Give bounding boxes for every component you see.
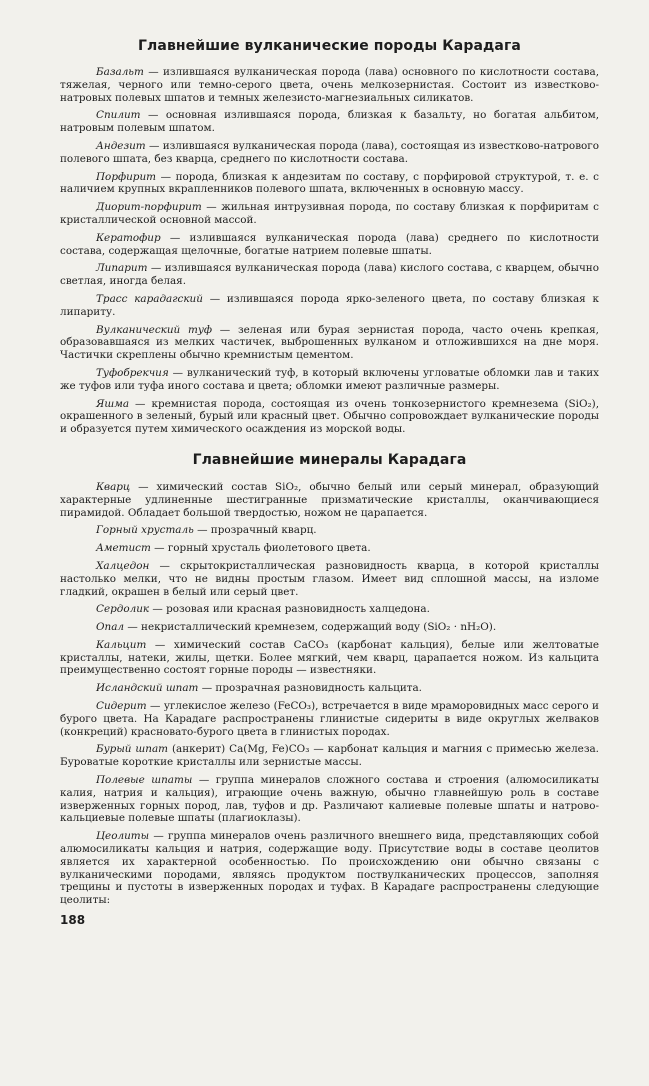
entry-term: Исландский шпат	[96, 682, 199, 695]
entry-text: — химический состав CaCO₃ (карбонат кальция), белые или желтоватые кристаллы, натеки, жилы, щетки. Более мягкий, чем кварц, царапается ножом. Из кальцита преимущественно состоят горные породы — известняки.	[60, 638, 599, 677]
list-item	[60, 603, 599, 616]
entry-text: — розовая или красная разновидность халцедона.	[149, 603, 430, 616]
entry-term: Полевые шпаты	[96, 774, 193, 787]
page-number: 188	[60, 913, 86, 928]
entry-term: Сердолик	[96, 603, 150, 616]
entry-term: Трасс карадагский	[96, 292, 203, 305]
entry-term: Бурый шпат	[96, 743, 169, 756]
list-item	[60, 700, 599, 738]
entry-text: — кремнистая порода, состоящая из очень тонкозернистого кремнезема (SiO₂), окрашенного в зеленый, бурый или красный цвет. Обычно сопровождает вулканические породы и образуется путем химического осаждения из морской воды.	[60, 397, 599, 436]
entry-text: — горный хрусталь фиолетового цвета.	[150, 542, 371, 555]
list-item	[60, 140, 599, 166]
rocks-list	[60, 66, 599, 436]
entry-term: Кератофир	[96, 231, 161, 244]
entry-term: Горный хрусталь	[96, 524, 194, 537]
entry-term: Яшма	[96, 397, 130, 410]
list-item	[60, 109, 599, 135]
entry-term: Аметист	[96, 542, 151, 555]
entry-text: — прозрачная разновидность кальцита.	[198, 682, 422, 695]
entry-text: — зеленая или бурая зернистая порода, часто очень крепкая, образовавшаяся из мелких частичек, выброшенных вулканом и отложившихся на дне моря. Частички скреплены обычно кремнистым цементом.	[60, 323, 599, 362]
entry-term: Базальт	[96, 66, 144, 78]
entry-term: Кварц	[96, 480, 131, 493]
entry-term: Липарит	[96, 262, 148, 275]
list-item	[60, 524, 599, 537]
entry-text: — излившаяся вулканическая порода (лава), состоящая из известково-натрового полевого шпата, без кварца, среднего по кислотности состава.	[60, 139, 599, 165]
entry-term: Порфирит	[96, 170, 156, 183]
minerals-list	[60, 481, 599, 907]
entry-text: — вулканический туф, в который включены угловатые обломки лав и таких же туфов или туфа иного состава и цвета; обломки имеют различные размеры.	[60, 366, 599, 392]
list-item	[60, 232, 599, 258]
entry-text: — основная излившаяся порода, близкая к базальту, но богатая альбитом, натровым полевым шпатом.	[60, 109, 599, 135]
entry-text: — излившаяся порода ярко-зеленого цвета, по составу близкая к липариту.	[60, 292, 600, 318]
entry-text: — излившаяся вулканическая порода (лава) среднего по кислотности состава, содержащая щелочные, богатые натрием полевые шпаты.	[60, 231, 599, 257]
entry-text: — группа минералов сложного состава и строения (алюмосиликаты калия, натрия и кальция), играющие очень важную, обычно главнейшую роль в составе изверженных горных пород, лав, туфов и др. Различают калиевые полевые шпаты и натрово-кальциевые полевые шпаты (плагиоклазы).	[60, 774, 600, 825]
entry-text: — излившаяся вулканическая порода (лава) кислого состава, с кварцем, обычно светлая, иногда белая.	[60, 262, 599, 288]
list-item	[60, 743, 599, 769]
entry-text: (анкерит) Ca(Mg, Fe)CO₃ — карбонат кальция и магния с примесью железа. Буроватые короткие кристаллы или зернистые массы.	[60, 743, 599, 769]
entry-term: Кальцит	[96, 638, 147, 651]
list-item	[60, 171, 599, 197]
entry-term: Сидерит	[96, 700, 147, 713]
list-item	[60, 66, 599, 104]
entry-term: Туфобрекчия	[96, 366, 169, 379]
list-item	[60, 398, 599, 436]
list-item	[60, 262, 599, 288]
entry-text: — порода, близкая к андезитам по составу, с порфировой структурой, т. е. с наличием крупных вкрапленников полевого шпата, включенных в основную массу.	[60, 170, 599, 196]
entry-text: — группа минералов очень различного внешнего вида, представляющих собой алюмосиликаты кальция и натрия, содержащие воду. Присутствие воды в составе цеолитов является их характерной особенностью. По происхождению они обычно связаны с вулканическими породами, являясь продуктом поствулканических процессов, заполняя трещины и пустоты в изверженных породах и туфах. В Карадаге распространены следующие цеолиты:	[60, 830, 599, 907]
list-item	[60, 481, 599, 519]
list-item	[60, 621, 599, 634]
entry-text: — излившаяся вулканическая порода (лава) основного по кислотности состава, тяжелая, черного или темно-серого цвета, очень мелкозернистая. Состоит из известково-натровых полевых шпатов и темных железисто-магнезиальных силикатов.	[60, 66, 599, 104]
list-item	[60, 293, 599, 319]
entry-term: Цеолиты	[96, 830, 150, 843]
list-item	[60, 830, 599, 907]
section-title-rocks: Главнейшие вулканические породы Карадага	[138, 38, 521, 54]
entry-text: — углекислое железо (FeCO₃), встречается в виде мраморовидных масс серого и бурого цвета. На Карадаге распространены глинистые сидериты в виде округлых желваков (конкреций) красновато-бурого цвета в глинистых породах.	[60, 700, 599, 738]
entry-text: — химический состав SiO₂, обычно белый или серый минерал, образующий характерные удлиненные шестигранные призматические кристаллы, оканчивающиеся пирамидой. Обладает большой твердостью, ножом не царапается.	[60, 480, 599, 519]
entry-term: Опал	[96, 621, 125, 634]
list-item	[60, 367, 599, 393]
entry-text: — некристаллический кремнезем, содержащий воду (SiO₂ · nH₂O).	[124, 621, 497, 634]
entry-text: — скрытокристаллическая разновидность кварца, в которой кристаллы настолько мелки, что не видны простым глазом. Имеет вид сплошной массы, на изломе гладкий, окрашен в белый или серый цвет.	[60, 559, 599, 598]
list-item	[60, 201, 599, 227]
list-item	[60, 639, 599, 677]
entry-text: — жильная интрузивная порода, по составу близкая к порфиритам с кристаллической основной массой.	[60, 201, 599, 226]
entry-term: Андезит	[96, 139, 146, 152]
list-item	[60, 324, 599, 362]
list-item	[60, 774, 599, 825]
list-item	[60, 560, 599, 598]
entry-term: Халцедон	[96, 559, 150, 572]
section-title-minerals: Главнейшие минералы Карадага	[192, 451, 467, 468]
entry-term: Диорит-порфирит	[96, 201, 202, 214]
entry-term: Спилит	[96, 109, 141, 122]
entry-term: Вулканический туф	[96, 323, 213, 336]
list-item	[60, 682, 599, 695]
entry-text: — прозрачный кварц.	[193, 524, 317, 537]
list-item	[60, 542, 599, 555]
